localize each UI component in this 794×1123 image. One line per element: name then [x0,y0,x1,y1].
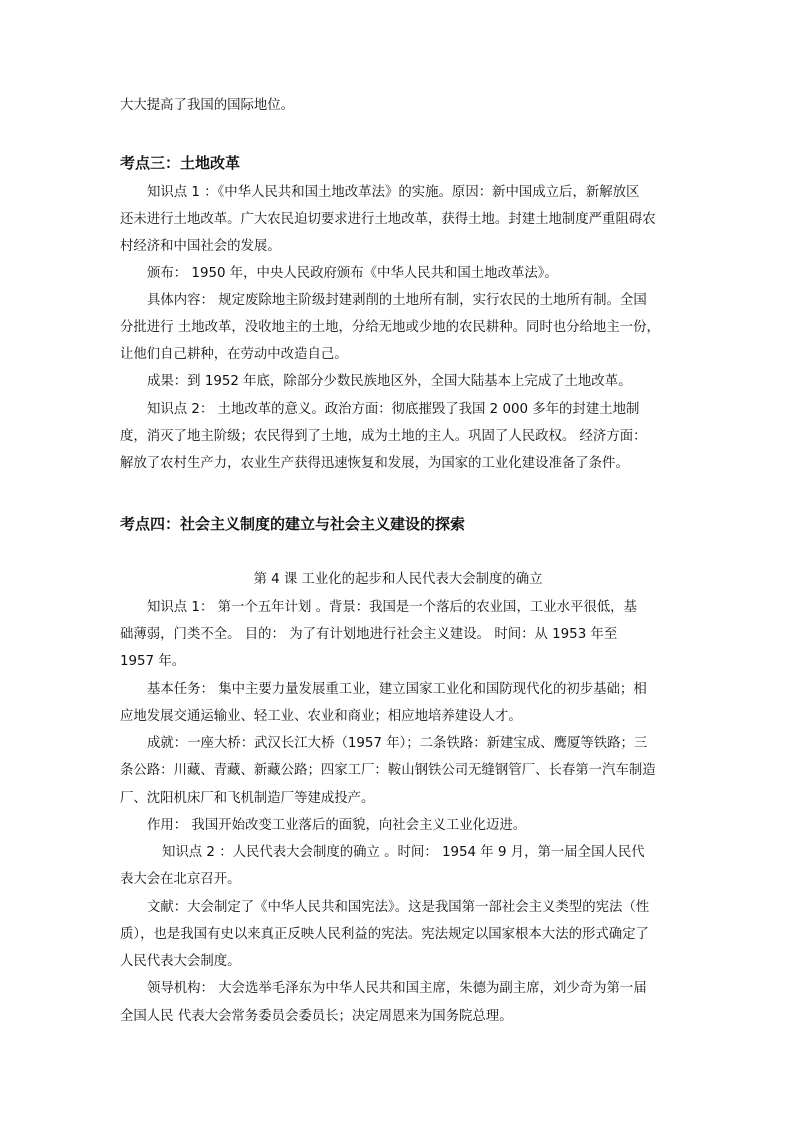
paragraph-line: 大大提高了我国的国际地位。 [120,98,295,113]
paragraph-line: 还未进行土地改革。广大农民迫切要求进行土地改革，获得土地。封建土地制度严重阻碍农 [120,212,656,227]
paragraph-line: 知识点 1 ：《中华人民共和国土地改革法》的实施。原因：新中国成立后，新解放区 [147,185,640,200]
paragraph-line: 成果：到 1952 年底，除部分少数民族地区外，全国大陆基本上完成了土地改革。 [147,374,632,389]
paragraph-line: 成就：一座大桥：武汉长江大桥（1957 年）；二条铁路：新建宝成、鹰厦等铁路；三 [147,736,648,751]
paragraph-line: 应地发展交通运输业、轻工业、农业和商业；相应地培养建设人才。 [120,709,522,724]
paragraph-line: 知识点 2： 土地改革的意义。政治方面：彻底摧毁了我国 2 000 多年的封建土地制 [147,402,640,417]
paragraph-line: 颁布： 1950 年，中央人民政府颁布《中华人民共和国土地改革法》。 [147,266,558,281]
paragraph-line: 厂、沈阳机床厂和飞机制造厂等建成投产。 [120,791,375,806]
paragraph-line: 条公路：川藏、青藏、新藏公路；四家工厂：鞍山钢铁公司无缝钢管厂、长春第一汽车制造 [120,763,656,778]
paragraph-line: 文献：大会制定了《中华人民共和国宪法》。这是我国第一部社会主义类型的宪法（性 [147,900,650,915]
paragraph-line: 知识点 2 ：人民代表大会制度的确立 。时间： 1954 年 9 月，第一届全国人民代 [162,845,645,860]
paragraph-line: 分批进行 土地改革，没收地主的土地，分给无地或少地的农民耕种。同时也分给地主一份， [120,320,660,335]
paragraph-line: 表大会在北京召开。 [120,872,241,887]
paragraph-line: 村经济和中国社会的发展。 [120,239,281,254]
section-heading-socialism: 考点四：社会主义制度的建立与社会主义建设的探索 [120,515,466,533]
paragraph-line: 质），也是我国有史以来真正反映人民利益的宪法。宪法规定以国家根本大法的形式确定了 [120,927,649,942]
paragraph-line: 作用： 我国开始改变工业落后的面貌，向社会主义工业化迈进。 [147,818,527,833]
paragraph-line: 度，消灭了地主阶级；农民得到了土地，成为土地的主人。巩固了人民政权。 经济方面： [120,429,647,444]
paragraph-line: 具体内容： 规定废除地主阶级封建剥削的土地所有制，实行农民的土地所有制。全国 [147,293,647,308]
paragraph-line: 领导机构： 大会选举毛泽东为中华人民共和国主席，朱德为副主席，刘少奇为第一届 [147,981,647,996]
paragraph-line: 让他们自己耕种，在劳动中改造自己。 [120,347,348,362]
lesson-title: 第 4 课 工业化的起步和人民代表大会制度的确立 [253,572,543,587]
paragraph-line: 人民代表大会制度。 [120,954,241,969]
paragraph-line: 全国人民 代表大会常务委员会委员长；决定周恩来为国务院总理。 [120,1009,513,1024]
paragraph-line: 基本任务： 集中主要力量发展重工业，建立国家工业化和国防现代化的初步基础；相 [147,682,647,697]
section-heading-land-reform: 考点三：土地改革 [120,154,241,172]
paragraph-line: 础薄弱，门类不全。 目的： 为了有计划地进行社会主义建设。 时间：从 1953 年至 [120,627,618,642]
paragraph-line: 解放了农村生产力，农业生产获得迅速恢复和发展，为国家的工业化建设准备了条件。 [120,456,629,471]
paragraph-line: 知识点 1： 第一个五年计划 。背景：我国是一个落后的农业国，工业水平很低，基 [147,600,637,615]
paragraph-line: 1957 年。 [120,654,186,669]
